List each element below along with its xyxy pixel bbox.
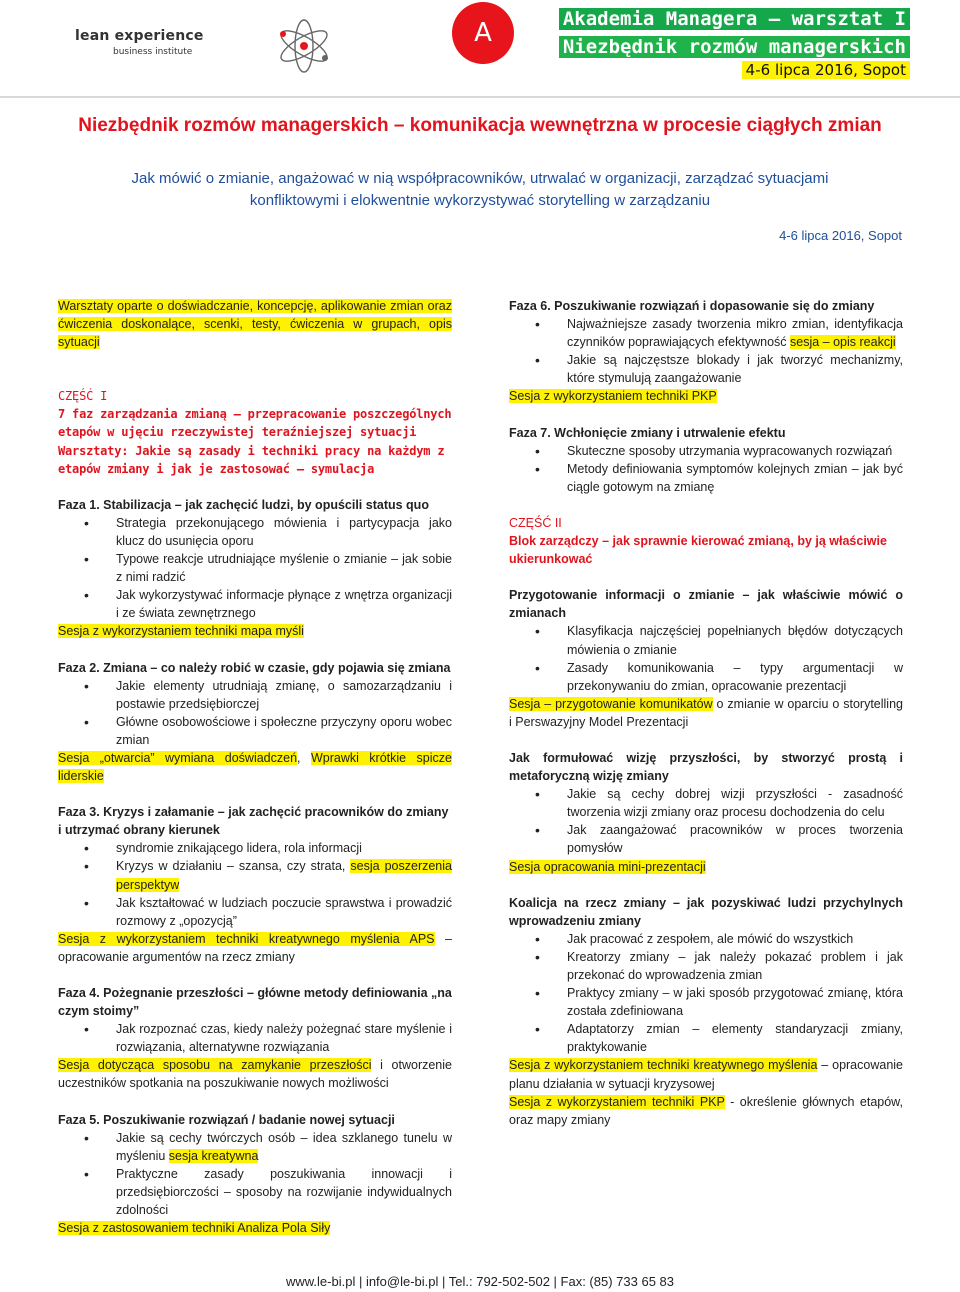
faza-2-session: [58, 749, 452, 785]
session-text: Sesja z wykorzystaniem techniki kreatywnego myślenia: [509, 1058, 818, 1073]
vision-title: Jak formułować wizję przyszłości, by stworzyć prostą i metaforyczną wizję zmiany: [509, 750, 903, 784]
session-note: – opracowanie planu działania w sytuacji kryzysowej: [509, 1058, 903, 1091]
page-title: Niezbędnik rozmów managerskich – komunikacja wewnętrzna w procesie ciągłych zmian: [78, 115, 882, 136]
session-text: Sesja z wykorzystaniem techniki mapa myśli: [58, 624, 304, 639]
prep-list: [509, 622, 903, 694]
list-item: • Praktyczne zasady poszukiwania innowacji i przedsiębiorczości – sposoby na rozwijanie indywidualnych zdolności: [58, 1165, 452, 1219]
prep-session: [509, 695, 903, 731]
part-1-title: 7 faz zarządzania zmianą – przepracowanie poszczególnych etapów w ujęciu rzeczywistej teraźniejszej sytuacji: [58, 407, 452, 440]
faza-6-title: Faza 6. Poszukiwanie rozwiązań i dopasowanie się do zmiany: [509, 299, 875, 313]
session-text: Sesja „otwarcia” wymiana doświadczeń: [58, 750, 298, 765]
item-text: Najważniejsze zasady tworzenia mikro zmian, identyfikacja czynników poprawiających efektywność: [567, 317, 903, 350]
header-date: 4-6 lipca 2016, Sopot: [742, 61, 910, 79]
subtitle-line-1: Jak mówić o zmianie, angażować w nią współpracowników, utrwalać w organizacji, zarządzać sytuacjami: [131, 170, 829, 187]
part-1-workshop: Warsztaty: Jakie są zasady i techniki pracy na każdym z etapów zmiany i jak je zastosować – symulacja: [58, 443, 445, 476]
session-text: sesja – opis reakcji: [790, 335, 896, 350]
faza-3-title: Faza 3. Kryzys i załamanie – jak zachęcić pracowników do zmiany i utrzymać obrany kierunek: [58, 805, 449, 838]
lean-experience-logo: [75, 18, 275, 74]
list-item: • Kreatorzy zmiany – jak należy pokazać problem i jak przekonać do wprowadzenia zmian: [509, 948, 903, 984]
session-text: Wprawki krótkie spicze liderskie: [58, 750, 452, 784]
list-item: • Metody definiowania symptomów kolejnych zmian – jak być ciągle gotowym na zmianę: [509, 460, 903, 496]
session-note: - określenie głównych etapów, oraz mapy zmiany: [509, 1094, 903, 1127]
page-footer: www.le-bi.pl | info@le-bi.pl | Tel.: 792-502-502 | Fax: (85) 733 65 83: [285, 1274, 674, 1289]
session-note: o zmianie w oparciu o storytelling i Perswazyjny Model Prezentacji: [509, 696, 903, 729]
session-text: Sesja z zastosowaniem techniki Analiza Pola Siły: [58, 1221, 331, 1236]
list-item: • Strategia przekonującego mówienia i partycypacja jako klucz do usunięcia oporu: [58, 514, 452, 550]
session-text: Sesja dotycząca sposobu na zamykanie przeszłości: [58, 1058, 372, 1073]
prep-title: Przygotowanie informacji o zmianie – jak właściwie mówić o zmianach: [509, 588, 903, 621]
session-text: Sesja z wykorzystaniem techniki PKP: [509, 389, 717, 404]
faza-4-title: Faza 4. Pożegnanie przeszłości – główne metody definiowania „na czym stoimy”: [58, 986, 452, 1019]
list-item: [58, 857, 452, 893]
faza-3-list: [58, 839, 452, 929]
list-item: • Jakie są cechy dobrej wizji przyszłości - zasadność tworzenia wizji zmiany oraz procesu dochodzenia do celu: [509, 785, 903, 821]
faza-7-list: [509, 442, 903, 496]
list-item: • Adaptatorzy zmian – elementy standaryzacji zmiany, praktykowanie: [509, 1020, 903, 1056]
list-item: • Jak pracować z zespołem, ale mówić do wszystkich: [509, 930, 903, 948]
faza-5-list: [58, 1129, 452, 1219]
list-item: • Główne osobowościowe i społeczne przyczyny oporu wobec zmian: [58, 713, 452, 749]
list-item: • Skuteczne sposoby utrzymania wypracowanych rozwiązań: [509, 442, 903, 460]
list-item: • Jak wykorzystywać informacje płynące z wnętrza organizacji i ze świata zewnętrznego: [58, 586, 452, 622]
list-item: • Klasyfikacja najczęściej popełnianych błędów dotyczących mówienia o zmianie: [509, 622, 903, 658]
logo-tagline: business institute: [113, 47, 193, 57]
session-text: Sesja opracowania mini-prezentacji: [509, 859, 706, 874]
session-note: i otworzenie uczestników spotkania na poszukiwanie nowych możliwości: [58, 1058, 452, 1091]
session-text: Sesja z wykorzystaniem techniki PKP: [509, 1094, 725, 1109]
session-text: sesja poszerzenia perspektyw: [116, 859, 452, 892]
coalition-title: Koalicja na rzecz zmiany – jak pozyskiwać ludzi przychylnych wprowadzeniu zmiany: [509, 895, 903, 928]
coalition-session-2: [509, 1093, 903, 1129]
logo-name: lean experience: [75, 28, 204, 44]
faza-1-list: [58, 514, 452, 623]
faza-1-session: [58, 622, 452, 640]
vision-session: [509, 858, 903, 876]
left-column: [58, 297, 452, 1237]
faza-6-list: [509, 315, 903, 387]
faza-2-list: [58, 677, 452, 749]
item-text: Jakie są cechy twórczych osób – idea szklanego tunelu w myśleniu: [116, 1130, 452, 1163]
faza-6-session: [509, 387, 903, 405]
faza-2-title: Faza 2. Zmiana – co należy robić w czasie, gdy pojawia się zmiana: [58, 660, 451, 675]
list-item: • Jak rozpoznać czas, kiedy należy pożegnać stare myślenie i rozwiązania, alternatywne rozwiązania: [58, 1020, 452, 1056]
date-location: 4-6 lipca 2016, Sopot: [779, 228, 902, 243]
list-item: • Jakie elementy utrudniają zmianę, o samozarządzaniu i postawie przedsiębiorczej: [58, 677, 452, 713]
list-item: [509, 315, 903, 351]
part-2-title: Blok zarządczy – jak sprawnie kierować zmianą, by ją właściwie ukierunkować: [509, 534, 887, 567]
intro-paragraph: [58, 297, 452, 351]
header-title-workshop: Niezbędnik rozmów managerskich: [559, 36, 910, 58]
atom-icon: [269, 18, 339, 74]
separator: ,: [297, 750, 311, 765]
faza-5-session: [58, 1219, 452, 1237]
subtitle-line-2: konfliktowymi i elokwentnie wykorzystywać storytelling w zarządzaniu: [249, 192, 711, 209]
list-item: • Jakie są najczęstsze blokady i jak tworzyć mechanizmy, które stymulują zaangażowanie: [509, 351, 903, 387]
faza-3-session: [58, 930, 452, 966]
header-title-academy: Akademia Managera – warsztat I: [559, 8, 910, 30]
vision-list: [509, 785, 903, 857]
intro-text: Warsztaty oparte o doświadczanie, koncepcję, aplikowanie zmian oraz ćwiczenia doskonalące, scenki, testy, ćwiczenia w grupach, opis sytuacji: [58, 299, 452, 350]
faza-1-title: Faza 1. Stabilizacja – jak zachęcić ludzi, by opuścili status quo: [58, 497, 429, 512]
faza-7-title: Faza 7. Wchłonięcie zmiany i utrwalenie efektu: [509, 425, 786, 440]
item-text: Kryzys w działaniu – szansa, czy strata,: [116, 859, 351, 874]
page-header: [0, 0, 960, 98]
list-item: • Zasady komunikowania – typy argumentacji w przekonywaniu do zmian, opracowanie prezentacji: [509, 659, 903, 695]
list-item: [58, 1129, 452, 1165]
part-2-label: CZĘŚĆ II: [509, 515, 562, 530]
session-text: Sesja z wykorzystaniem techniki kreatywnego myślenia APS: [58, 931, 435, 946]
list-item: • syndromie znikającego lidera, rola informacji: [58, 839, 452, 857]
page-subtitle: [80, 168, 880, 212]
session-note: – opracowanie argumentów na rzecz zmiany: [58, 931, 452, 964]
coalition-list: [509, 930, 903, 1057]
workshop-badge: A: [452, 2, 514, 64]
list-item: • Jak zaangażować pracowników w proces tworzenia pomysłów: [509, 821, 903, 857]
faza-4-list: [58, 1020, 452, 1056]
session-text: Sesja – przygotowanie komunikatów: [509, 696, 713, 711]
list-item: • Praktycy zmiany – w jaki sposób przygotować zmianę, która została zdefiniowana: [509, 984, 903, 1020]
coalition-session-1: [509, 1056, 903, 1092]
right-column: [509, 297, 903, 1129]
faza-5-title: Faza 5. Poszukiwanie rozwiązań / badanie nowej sytuacji: [58, 1112, 395, 1127]
session-text: sesja kreatywna: [168, 1148, 259, 1163]
list-item: • Typowe reakcje utrudniające myślenie o zmianie – jak sobie z nimi radzić: [58, 550, 452, 586]
list-item: • Jak kształtować w ludziach poczucie sprawstwa i prowadzić rozmowy z „opozycją”: [58, 894, 452, 930]
faza-4-session: [58, 1056, 452, 1092]
part-1-label: CZĘŚĆ I: [58, 389, 108, 404]
